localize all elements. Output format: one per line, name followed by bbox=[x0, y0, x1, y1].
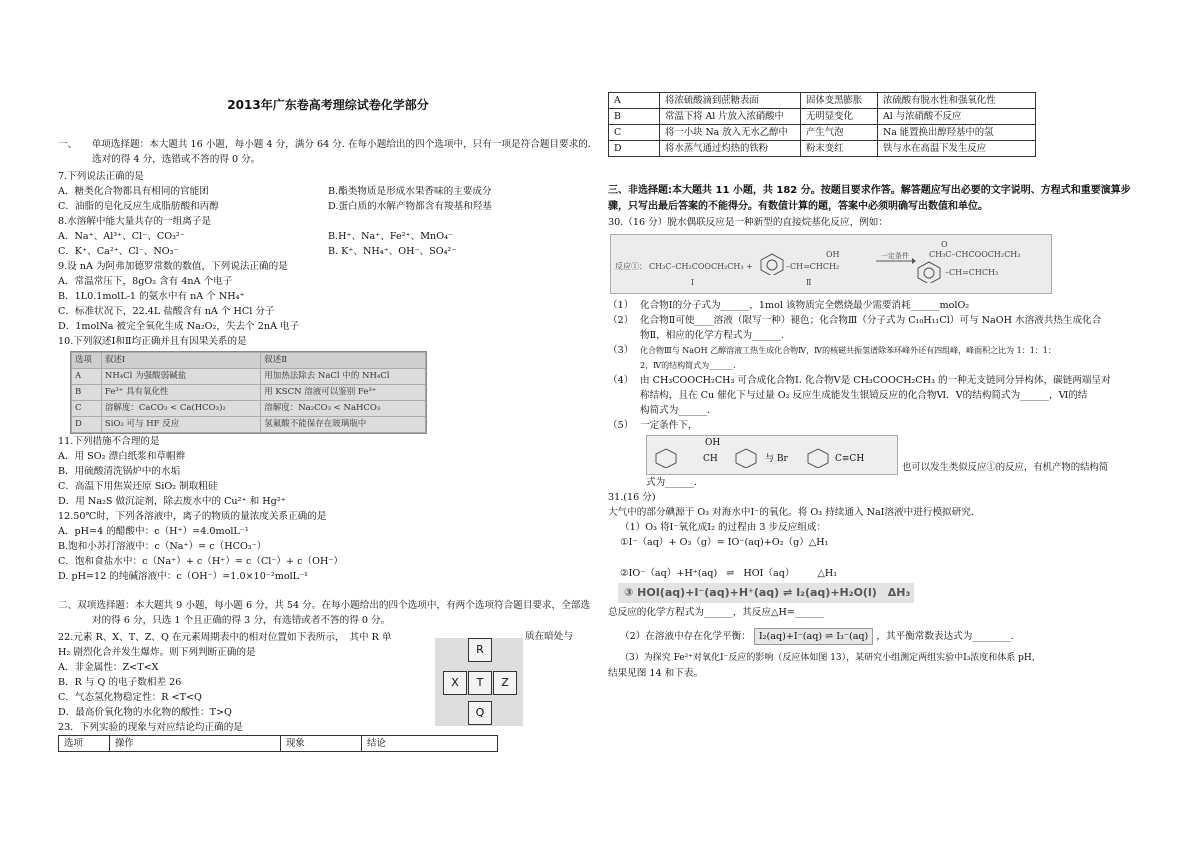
q31-reaction-2h: △H₁ bbox=[817, 568, 838, 579]
q10-cell: A bbox=[72, 369, 102, 385]
scheme-right-top: CH₃C–CHCOOCH₂CH₃ bbox=[929, 250, 1021, 259]
scheme-mid: –CH=CHCH₂ bbox=[786, 262, 840, 271]
question-10 bbox=[58, 334, 598, 434]
q31-part-1: （1）O₃ 将Ⅰ⁻氧化成Ⅰ₂ 的过程由 3 步反应组成： bbox=[620, 522, 827, 533]
question-7 bbox=[58, 169, 598, 214]
q11-option-d: D．用 Na₂S 做沉淀剂，除去废水中的 Cu²⁺ 和 Hg²⁺ bbox=[58, 496, 286, 507]
q10-cell: C bbox=[72, 401, 102, 417]
q31-part-2: （2）在溶液中存在化学平衡： bbox=[620, 631, 751, 642]
scheme-num-2: Ⅱ bbox=[806, 278, 812, 287]
q22-option-c: C．气态氢化物稳定性：R <T<Q bbox=[58, 692, 202, 703]
q23-cell: D bbox=[609, 141, 660, 157]
right-column bbox=[608, 0, 1148, 681]
q23-cell: 常温下将 Al 片放入浓硝酸中 bbox=[660, 109, 801, 125]
element-z: Z bbox=[493, 671, 517, 695]
q23-cell: 浓硫酸有脱水性和强氧化性 bbox=[878, 93, 1036, 109]
q30-p2-num: （2） bbox=[608, 315, 634, 326]
q22-stem-2: H₂ 剧烈化合并发生爆炸。则下列判断正确的是 bbox=[58, 647, 256, 658]
scheme-num-1: Ⅰ bbox=[691, 278, 695, 287]
q7-stem: 7.下列说法正确的是 bbox=[58, 171, 144, 182]
q12-option-c: C．饱和食盐水中：c（Na⁺）+ c（H⁺）= c（Cl⁻）+ c（OH⁻） bbox=[58, 556, 343, 567]
q31-part-3a: （3）为探究 Fe²⁺对氧化Ⅰ⁻反应的影响（反应体如图 13），某研究小组测定两组实验中Ⅰ₃浓度和体系 pH， bbox=[620, 653, 1041, 663]
q8-option-b: B.H⁺、Na⁺、Fe²⁺、MnO₄⁻ bbox=[328, 231, 453, 242]
periodic-table-fragment bbox=[435, 638, 523, 726]
q23-cell: 固体变黑膨胀 bbox=[801, 93, 878, 109]
q22-option-a: A．非金属性：Z<T<X bbox=[58, 662, 159, 673]
q31-total: 总反应的化学方程式为______，其反应△H=______ bbox=[608, 607, 824, 618]
q23-cell: 将水蒸气通过灼热的铁粉 bbox=[660, 141, 801, 157]
q9-stem: 9.设 nA 为阿弗加德罗常数的数值，下列说法正确的是 bbox=[58, 261, 288, 272]
q23-cell: 产生气泡 bbox=[801, 125, 878, 141]
q23-stem: 23．下列实验的现象与对应结论均正确的是 bbox=[58, 722, 243, 733]
q31-part-2b: ，其平衡常数表达式为________. bbox=[876, 631, 1014, 642]
q23-cell: 将浓硫酸滴到蔗糖表面 bbox=[660, 93, 801, 109]
q30-p4-num: （4） bbox=[608, 375, 634, 386]
q23-head-phenomenon: 现象 bbox=[281, 736, 362, 752]
q30-part-3a: 化合物Ⅲ与 NaOH 乙醇溶液工热生成化合物Ⅳ，Ⅳ的核磁共振氢谱除苯环峰外还有四组峰，峰面积之比为 1：1：1： bbox=[640, 346, 1056, 355]
q11-option-b: B．用硫酸清洗锅炉中的水垢 bbox=[58, 466, 181, 477]
q23-cell: C bbox=[609, 125, 660, 141]
section-1-header: 一、 单项选择题：本大题共 16 小题，每小题 4 分，满分 64 分. 在每小题给出的四个选项中，只有一项是符合题目要求的. 选对的得 4 分，选错或不答的得 0 分。 bbox=[58, 139, 591, 165]
q10-cell: 叙述Ⅰ bbox=[101, 353, 260, 369]
benzene-ring-icon bbox=[655, 448, 677, 468]
q23-head-conclusion: 结论 bbox=[362, 736, 498, 752]
element-r: R bbox=[468, 638, 492, 662]
q9-option-b: B．1L0.1molL-1 的氨水中有 nA 个 NH₄⁺ bbox=[58, 291, 245, 302]
q30-p1-num: （1） bbox=[608, 300, 634, 311]
q22-stem-1b: 质在暗处与 bbox=[525, 631, 573, 642]
section-3-header: 三、非选择题:本大题共 11 小题，共 182 分。按题目要求作答。解答题应写出必要的文字说明、方程式和重要演算步骤，只写出最后答案的不能得分。有数值计算的题，答案中必须明确写出数值和单位。 bbox=[608, 185, 1131, 212]
q10-cell: NH₄Cl 为强酸弱碱盐 bbox=[101, 369, 260, 385]
struct-tail: C≡CH bbox=[835, 454, 865, 464]
q7-option-d: D.蛋白质的水解产物都含有羧基和羟基 bbox=[328, 201, 492, 212]
struct-ch: CH bbox=[703, 454, 718, 464]
question-11 bbox=[58, 434, 598, 509]
q23-cell: A bbox=[609, 93, 660, 109]
q30-part-2a: 化合物Ⅱ可使____溶液（限写一种）褪色；化合物Ⅲ（分子式为 C₁₀H₁₁Cl）可与 NaOH 水溶液共热生成化合 bbox=[640, 315, 1102, 326]
q23-cell: 铁与水在高温下发生反应 bbox=[878, 141, 1036, 157]
element-x: X bbox=[443, 671, 467, 695]
q30-part-5: 一定条件下， bbox=[640, 420, 698, 431]
scheme-label: 反应①： bbox=[615, 262, 647, 271]
scheme-arrow-label: 一定条件 bbox=[881, 252, 909, 260]
q23-cell: 将一小块 Na 放入无水乙醇中 bbox=[660, 125, 801, 141]
q11-option-a: A．用 SO₂ 漂白纸浆和草帽辫 bbox=[58, 451, 186, 462]
q10-cell: 选项 bbox=[72, 353, 102, 369]
q23-table-head bbox=[58, 735, 498, 752]
struct-with: 与 Br bbox=[765, 454, 788, 464]
q30-part-4a: 由 CH₃COOCH₂CH₃ 可合成化合物Ⅰ. 化合物Ⅴ是 CH₃COOCH₂CH₃ 的一种无支链同分异构体，碳链两端呈对 bbox=[640, 375, 1111, 386]
reaction-arrow-icon bbox=[876, 257, 916, 265]
q31-reaction-1: ①Ⅰ⁻（aq）+ O₃（g）= IO⁻(aq)+O₂（g）△H₁ bbox=[620, 537, 829, 548]
q11-option-c: C．高温下用焦炭还原 SiO₂ 制取粗硅 bbox=[58, 481, 218, 492]
q12-option-a: A．pH=4 的醋酸中：c（H⁺）=4.0molL⁻¹ bbox=[58, 526, 249, 537]
element-t: T bbox=[468, 671, 492, 695]
q30-part-4b: 称结构，且在 Cu 催化下与过量 O₂ 反应生成能发生银镜反应的化合物Ⅵ．Ⅴ的结构简式为______，Ⅵ的结 bbox=[640, 390, 1088, 401]
scheme-oh: OH bbox=[826, 250, 840, 259]
q11-stem: 11.下列措施不合理的是 bbox=[58, 436, 160, 447]
q7-option-b: B.酯类物质是形成水果香味的主要成分 bbox=[328, 186, 492, 197]
element-q: Q bbox=[468, 701, 492, 725]
scheme-o: O bbox=[941, 240, 948, 249]
reaction-scheme-image bbox=[610, 234, 1052, 294]
q23-cell: Al 与浓硝酸不反应 bbox=[878, 109, 1036, 125]
q23-head-operation: 操作 bbox=[110, 736, 281, 752]
benzene-ring-icon bbox=[759, 253, 785, 275]
q10-cell: D bbox=[72, 417, 102, 433]
q30-stem: 30.（16 分）脱水偶联反应是一种新型的直接烷基化反应，例如： bbox=[608, 217, 888, 228]
scheme-left: CH₃C–CH₂COOCH₂CH₃ + bbox=[649, 262, 753, 271]
benzene-ring-icon bbox=[916, 261, 942, 283]
q30-p5-num: （5） bbox=[608, 420, 634, 431]
q10-stem: 10.下列叙述Ⅰ和Ⅱ均正确并且有因果关系的是 bbox=[58, 336, 247, 347]
q31-part-3b: 结果见图 14 和下表。 bbox=[608, 668, 704, 679]
q30-part-1: 化合物Ⅰ的分子式为______，1mol 该物质完全燃烧最少需要消耗______molO₂ bbox=[640, 300, 970, 311]
q30-p3-num: （3） bbox=[608, 345, 634, 356]
q31-reaction-2b: HOⅠ（aq） bbox=[743, 568, 795, 579]
q30-part-2b: 物Ⅱ，相应的化学方程式为______. bbox=[640, 330, 784, 341]
q10-cell: 氢氟酸不能保存在玻璃瓶中 bbox=[261, 417, 426, 433]
q31-reaction-2: ②ⅠO⁻（aq）+H⁺(aq) bbox=[620, 568, 718, 579]
q9-option-a: A．常温常压下，8gO₂ 含有 4nA 个电子 bbox=[58, 276, 233, 287]
q10-cell: 溶解度：CaCO₃ < Ca(HCO₃)₂ bbox=[101, 401, 260, 417]
structure-image bbox=[646, 435, 898, 475]
q7-option-a: A．糖类化合物都具有相同的官能团 bbox=[58, 186, 209, 197]
q9-option-d: D．1molNa 被完全氧化生成 Na₂O₂，失去个 2nA 电子 bbox=[58, 321, 300, 332]
q10-cell: SiO₂ 可与 HF 反应 bbox=[101, 417, 260, 433]
q30-part-4c: 构简式为______. bbox=[640, 405, 711, 416]
q10-cell: 叙述Ⅱ bbox=[261, 353, 426, 369]
q23-table-body bbox=[608, 92, 1036, 157]
q23-cell: 粉末变红 bbox=[801, 141, 878, 157]
q30-part-5c: 式为______. bbox=[646, 477, 698, 488]
q10-cell: 用 KSCN 溶液可以鉴别 Fe³⁺ bbox=[261, 385, 426, 401]
benzene-ring-icon bbox=[807, 448, 829, 468]
benzene-ring-icon bbox=[735, 448, 757, 468]
q12-option-d: D. pH=12 的纯碱溶液中：c（OH⁻）=1.0×10⁻²molL⁻¹ bbox=[58, 571, 308, 582]
q7-option-c: C．油脂的皂化反应生成脂肪酸和丙醇 bbox=[58, 201, 219, 212]
q22-stem-1: 22.元素 R、X、T、Z、Q 在元素周期表中的相对位置如下表所示， 其中 R 单 bbox=[58, 632, 392, 643]
q31-stem: 31.(16 分) bbox=[608, 492, 656, 503]
struct-oh: OH bbox=[705, 438, 721, 448]
scheme-right-bottom: –CH=CHCH₃ bbox=[945, 268, 999, 277]
q10-cell: 用加热法除去 NaCl 中的 NH₄Cl bbox=[261, 369, 426, 385]
q10-table-image bbox=[70, 351, 427, 434]
q30-part-5b: 也可以发生类似反应①的反应，有机产物的结构简 bbox=[902, 462, 1109, 473]
q8-option-d: B. K⁺、NH₄⁺、OH⁻、SO₄²⁻ bbox=[328, 246, 457, 257]
q12-option-b: B.饱和小苏打溶液中：c（Na⁺）= c（HCO₃⁻） bbox=[58, 541, 267, 552]
question-12 bbox=[58, 509, 598, 584]
q23-cell: Na 能置换出醇羟基中的氢 bbox=[878, 125, 1036, 141]
q22-option-b: B．R 与 Q 的电子数相差 26 bbox=[58, 677, 182, 688]
q23-head-option: 选项 bbox=[59, 736, 110, 752]
q30-part-3b: 2，Ⅳ的结构简式为______. bbox=[640, 361, 736, 370]
question-9 bbox=[58, 259, 598, 334]
q22-option-d: D．最高价氧化物的水化物的酸性：T>Q bbox=[58, 707, 232, 718]
q10-cell: Fe³⁺ 具有氧化性 bbox=[101, 385, 260, 401]
q8-option-c: C．K⁺、Ca²⁺、Cl⁻、NO₃⁻ bbox=[58, 246, 179, 257]
q12-stem: 12.50℃时，下列各溶液中，离子的物质的量浓度关系正确的是 bbox=[58, 511, 327, 522]
q8-option-a: A．Na⁺、Al³⁺、Cl⁻、CO₃²⁻ bbox=[58, 231, 185, 242]
equilibrium-arrow-icon: ⇌ bbox=[726, 568, 735, 579]
q10-cell: B bbox=[72, 385, 102, 401]
q31-reaction-3-image: ③ HOI(aq)+I⁻(aq)+H⁺(aq) ⇌ I₂(aq)+H₂O(l) ΔH₃ bbox=[618, 583, 914, 603]
q8-stem: 8.水溶解中能大量共存的一组离子是 bbox=[58, 216, 212, 227]
q9-option-c: C．标准状况下，22.4L 盐酸含有 nA 个 HCl 分子 bbox=[58, 306, 275, 317]
q31-intro: 大气中的部分碘源于 O₃ 对海水中Ⅰ⁻的氧化。将 O₃ 持续通入 NaⅠ溶液中进行模拟研究. bbox=[608, 507, 974, 518]
page-title: 2013年广东卷高考理综试卷化学部分 bbox=[227, 98, 429, 112]
q31-equilibrium-image: I₂(aq)+I⁻(aq) ⇌ I₃⁻(aq) bbox=[754, 628, 873, 645]
section-2-header: 二、双项选择题：本大题共 9 小题，每小题 6 分，共 54 分。在每小题给出的四个选项中，有两个选项符合题目要求，全部选对的得 6 分，只选 1 个且正确的得 3 分，有选错或者不答的得 0 分。 bbox=[58, 600, 590, 626]
q23-cell: 无明显变化 bbox=[801, 109, 878, 125]
q10-cell: 溶解度：Na₂CO₃ < NaHCO₃ bbox=[261, 401, 426, 417]
q23-cell: B bbox=[609, 109, 660, 125]
question-8 bbox=[58, 214, 598, 259]
